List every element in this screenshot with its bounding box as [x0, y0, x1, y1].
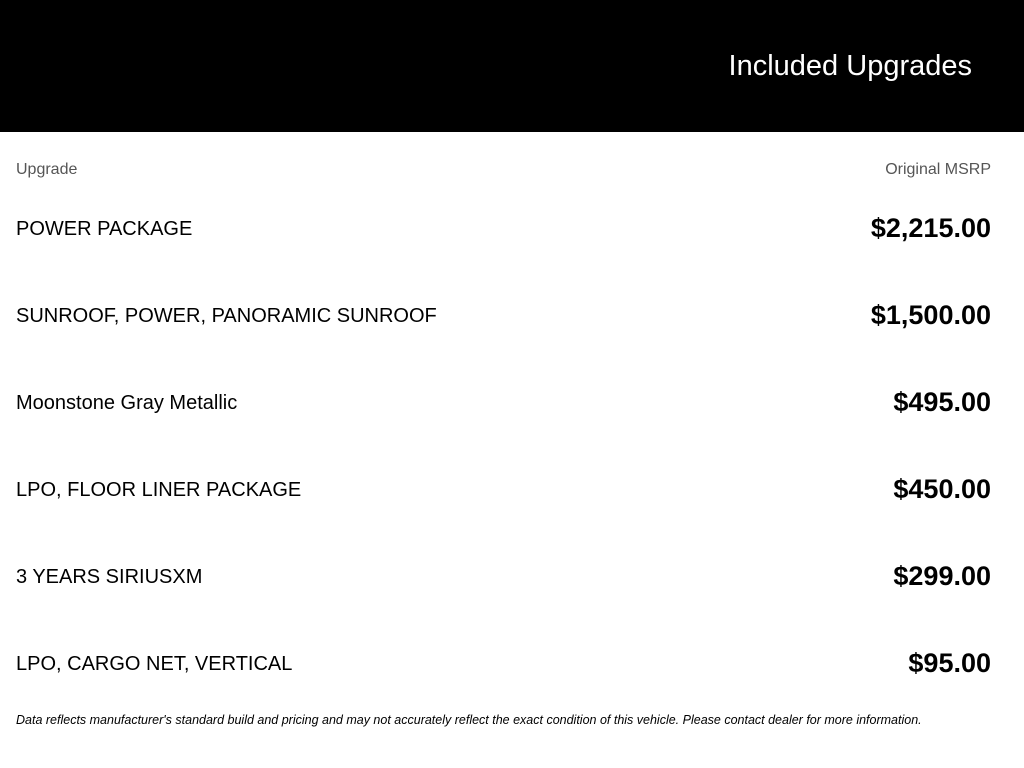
- upgrade-row: [0, 200, 1024, 287]
- upgrade-name: LPO, CARGO NET, VERTICAL: [16, 653, 293, 675]
- upgrade-price: $2,215.00: [870, 213, 991, 243]
- upgrade-name: Moonstone Gray Metallic: [16, 392, 238, 414]
- upgrade-row: [0, 461, 1024, 548]
- upgrade-price: $495.00: [893, 387, 991, 417]
- column-header-upgrade: Upgrade: [16, 161, 78, 178]
- upgrade-row: [0, 374, 1024, 461]
- upgrade-name: SUNROOF, POWER, PANORAMIC SUNROOF: [16, 305, 437, 327]
- upgrade-price: $95.00: [908, 648, 991, 678]
- header-bar: [0, 0, 1024, 132]
- upgrade-name: POWER PACKAGE: [16, 218, 193, 240]
- disclaimer-text: Data reflects manufacturer's standard build and pricing and may not accurately reflect the exact condition of this vehicle. Please contact dealer for more information.: [16, 713, 922, 727]
- upgrade-name: 3 YEARS SIRIUSXM: [16, 566, 203, 588]
- upgrade-price: $299.00: [893, 561, 991, 591]
- page-title: Included Upgrades: [728, 50, 972, 82]
- upgrade-row: [0, 635, 1024, 722]
- column-header-msrp: Original MSRP: [885, 161, 991, 178]
- upgrades-list: [0, 200, 1024, 722]
- upgrade-row: [0, 548, 1024, 635]
- upgrade-row: [0, 287, 1024, 374]
- upgrade-price: $1,500.00: [870, 300, 991, 330]
- upgrade-name: LPO, FLOOR LINER PACKAGE: [16, 479, 302, 501]
- upgrade-price: $450.00: [893, 474, 991, 504]
